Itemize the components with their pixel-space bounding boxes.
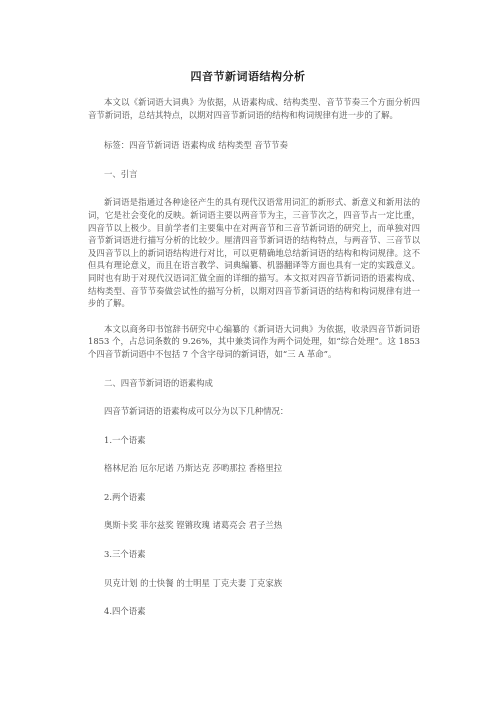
list-item-examples: 奥斯卡奖 菲尔兹奖 铿锵玫瑰 诸葛亮会 君子兰热 bbox=[104, 520, 283, 531]
section-heading-morpheme: 二、四音节新词语的语素构成 bbox=[104, 377, 213, 388]
document-title: 四音节新词语结构分析 bbox=[190, 70, 306, 83]
keywords-line: 标签：四音节新词语 语素构成 结构类型 音节节奏 bbox=[104, 140, 288, 151]
list-item-label: 4.四个语素 bbox=[104, 606, 146, 617]
document-body bbox=[88, 96, 420, 618]
list-item-examples: 贝克计划 的士快餐 的士明星 丁克夫妻 丁克家族 bbox=[104, 577, 283, 588]
intro-paragraph-1: 新词语是指通过各种途径产生的具有现代汉语常用词汇的新形式、新意义和新用法的词，它是社会变化的反映。新词语主要以两音节为主，三音节次之，四音节占一定比重，四音节以上极少。目前学者们主要集中在对两音节和三音节新词语的研究上，而单独对四音节新词语进行描写分析的比较少。厘清四音节新词语的结构特点，与两音节、三音节以及四音节以上的新词语结构进行对比，可以更精确地总结新词语的结构和构词规律。这不但具有理论意义，而且在语言教学、词典编纂、机器翻译等方面也具有一定的实践意义。同时也有助于对现代汉语词汇做全面的详细的描写。本文拟对四音节新词语的语素构成、结构类型、音节节奏做尝试性的描写分析，以期对四音节新词语的结构和构词规律有进一步的了解。 bbox=[88, 197, 420, 309]
list-item-examples: 格林尼治 厄尔尼诺 乃斯达克 莎哟那拉 香格里拉 bbox=[104, 463, 283, 474]
abstract-paragraph: 本文以《新词语大词典》为依据，从语素构成、结构类型、音节节奏三个方面分析四音节新词语，总结其特点，以期对四音节新词语的结构和构词规律有进一步的了解。 bbox=[88, 97, 420, 120]
list-item-label: 2.两个语素 bbox=[104, 491, 146, 502]
section-heading-intro: 一、引言 bbox=[104, 168, 138, 179]
list-item-label: 3.三个语素 bbox=[104, 549, 146, 560]
intro-paragraph-2: 本文以商务印书馆辞书研究中心编纂的《新词语大词典》为依据，收录四音节新词语 1853 个，占总词条数的 9.26%，其中兼类词作为两个词处理，如“综合处理”。这 1853 个四音节新词语中不包括 7 个含字母词的新词语，如“三 A 革命”。 bbox=[88, 323, 420, 359]
morpheme-intro: 四音节新词语的语素构成可以分为以下几种情况： bbox=[104, 406, 289, 417]
list-item-label: 1.一个语素 bbox=[104, 434, 146, 445]
